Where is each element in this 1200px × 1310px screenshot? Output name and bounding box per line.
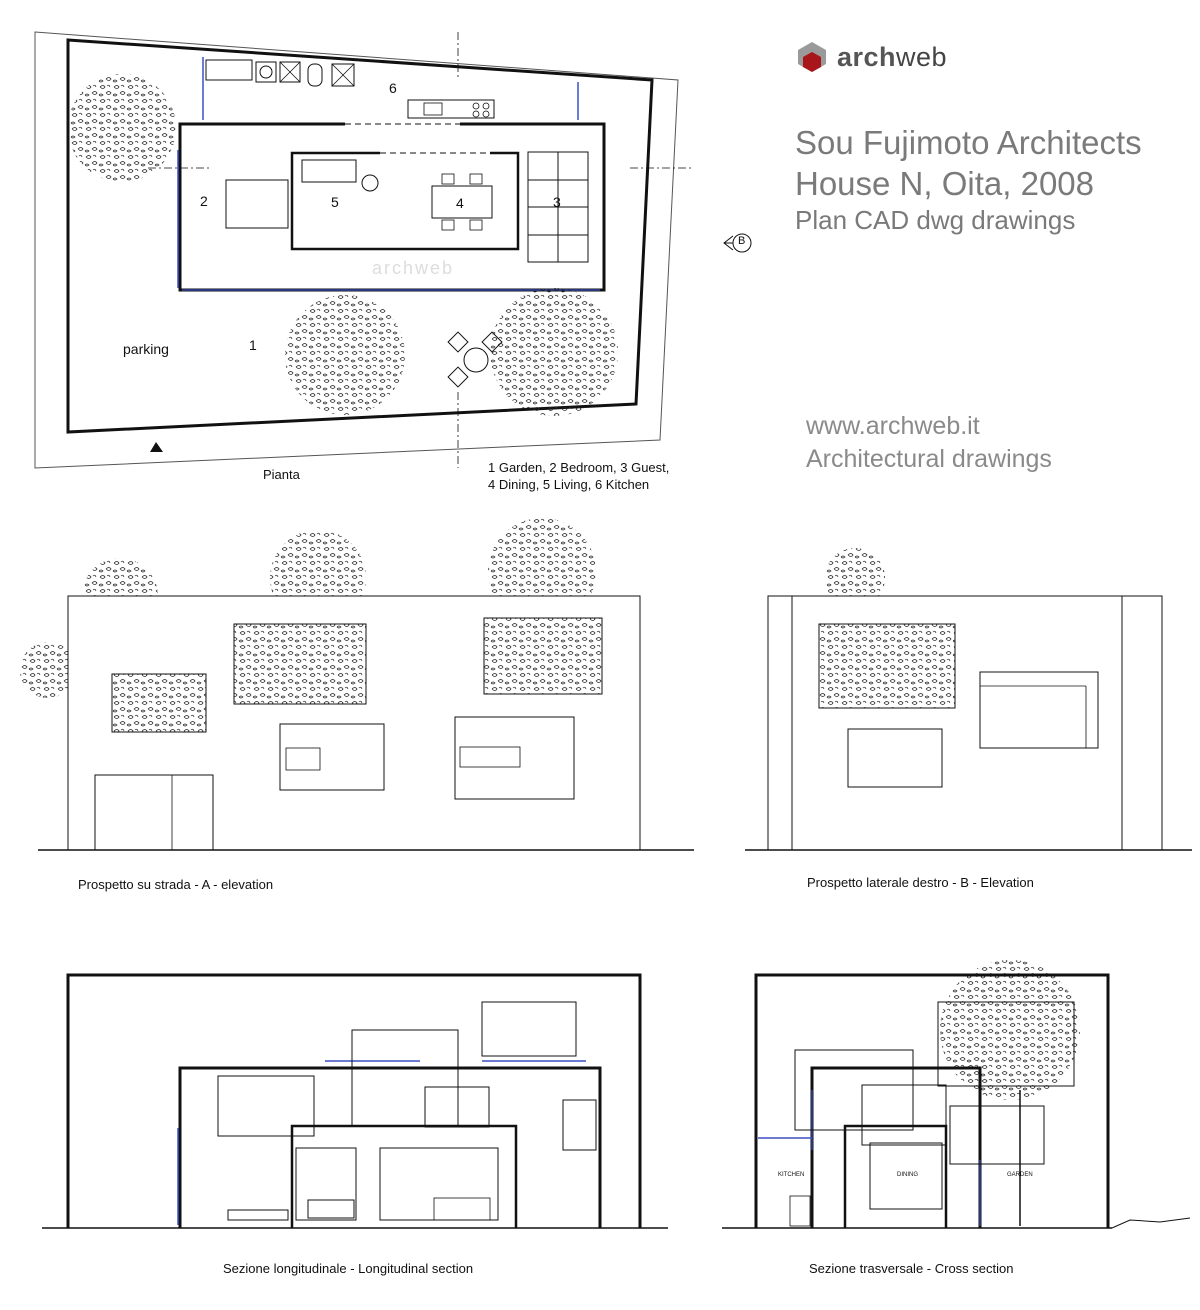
parking-label: parking	[123, 341, 169, 357]
plan-watermark: archweb	[372, 258, 455, 278]
tree-icon	[285, 295, 405, 415]
room-number-5: 5	[331, 194, 339, 210]
cross-section-kitchen-label: KITCHEN	[778, 1172, 805, 1178]
cross-section-caption: Sezione trasversale - Cross section	[809, 1261, 1014, 1276]
section-marker-label: B	[738, 235, 746, 247]
brand-name: archweb	[837, 41, 948, 72]
elevation-b	[745, 548, 1192, 850]
room-number-4: 4	[456, 195, 464, 211]
longitudinal-section-caption: Sezione longitudinale - Longitudinal section	[223, 1261, 474, 1276]
tree-icon	[490, 288, 618, 416]
inner-wall	[292, 153, 518, 249]
plan-caption: Pianta	[263, 467, 300, 482]
cross-section	[722, 960, 1190, 1228]
title-line-1: Sou Fujimoto Architects	[795, 124, 1142, 161]
room-number-1: 1	[249, 337, 257, 353]
entrance-arrow-icon	[150, 442, 163, 452]
plan-legend-line-2: 4 Dining, 5 Living, 6 Kitchen	[488, 477, 650, 492]
elevation-b-caption: Prospetto laterale destro - B - Elevation	[807, 875, 1034, 890]
tree-icon	[68, 74, 176, 182]
longitudinal-section	[42, 975, 668, 1228]
room-number-3: 3	[553, 194, 561, 210]
title-line-2: House N, Oita, 2008	[795, 165, 1094, 202]
room-number-2: 2	[200, 193, 208, 209]
floor-plan	[35, 32, 751, 468]
website-url[interactable]: www.archweb.it	[806, 412, 980, 440]
elevation-a-caption: Prospetto su strada - A - elevation	[78, 877, 274, 892]
room-number-6: 6	[389, 80, 397, 96]
title-line-3: Plan CAD dwg drawings	[795, 205, 1076, 235]
elevation-a	[20, 518, 694, 850]
cross-section-dining-label: DINING	[897, 1172, 918, 1178]
website-tagline: Architectural drawings	[806, 445, 1052, 473]
plan-legend-line-1: 1 Garden, 2 Bedroom, 3 Guest,	[488, 460, 670, 475]
cross-section-garden-label: GARDEN	[1007, 1172, 1033, 1178]
archweb-logo[interactable]	[795, 40, 947, 74]
cube-logo-icon	[795, 40, 829, 74]
